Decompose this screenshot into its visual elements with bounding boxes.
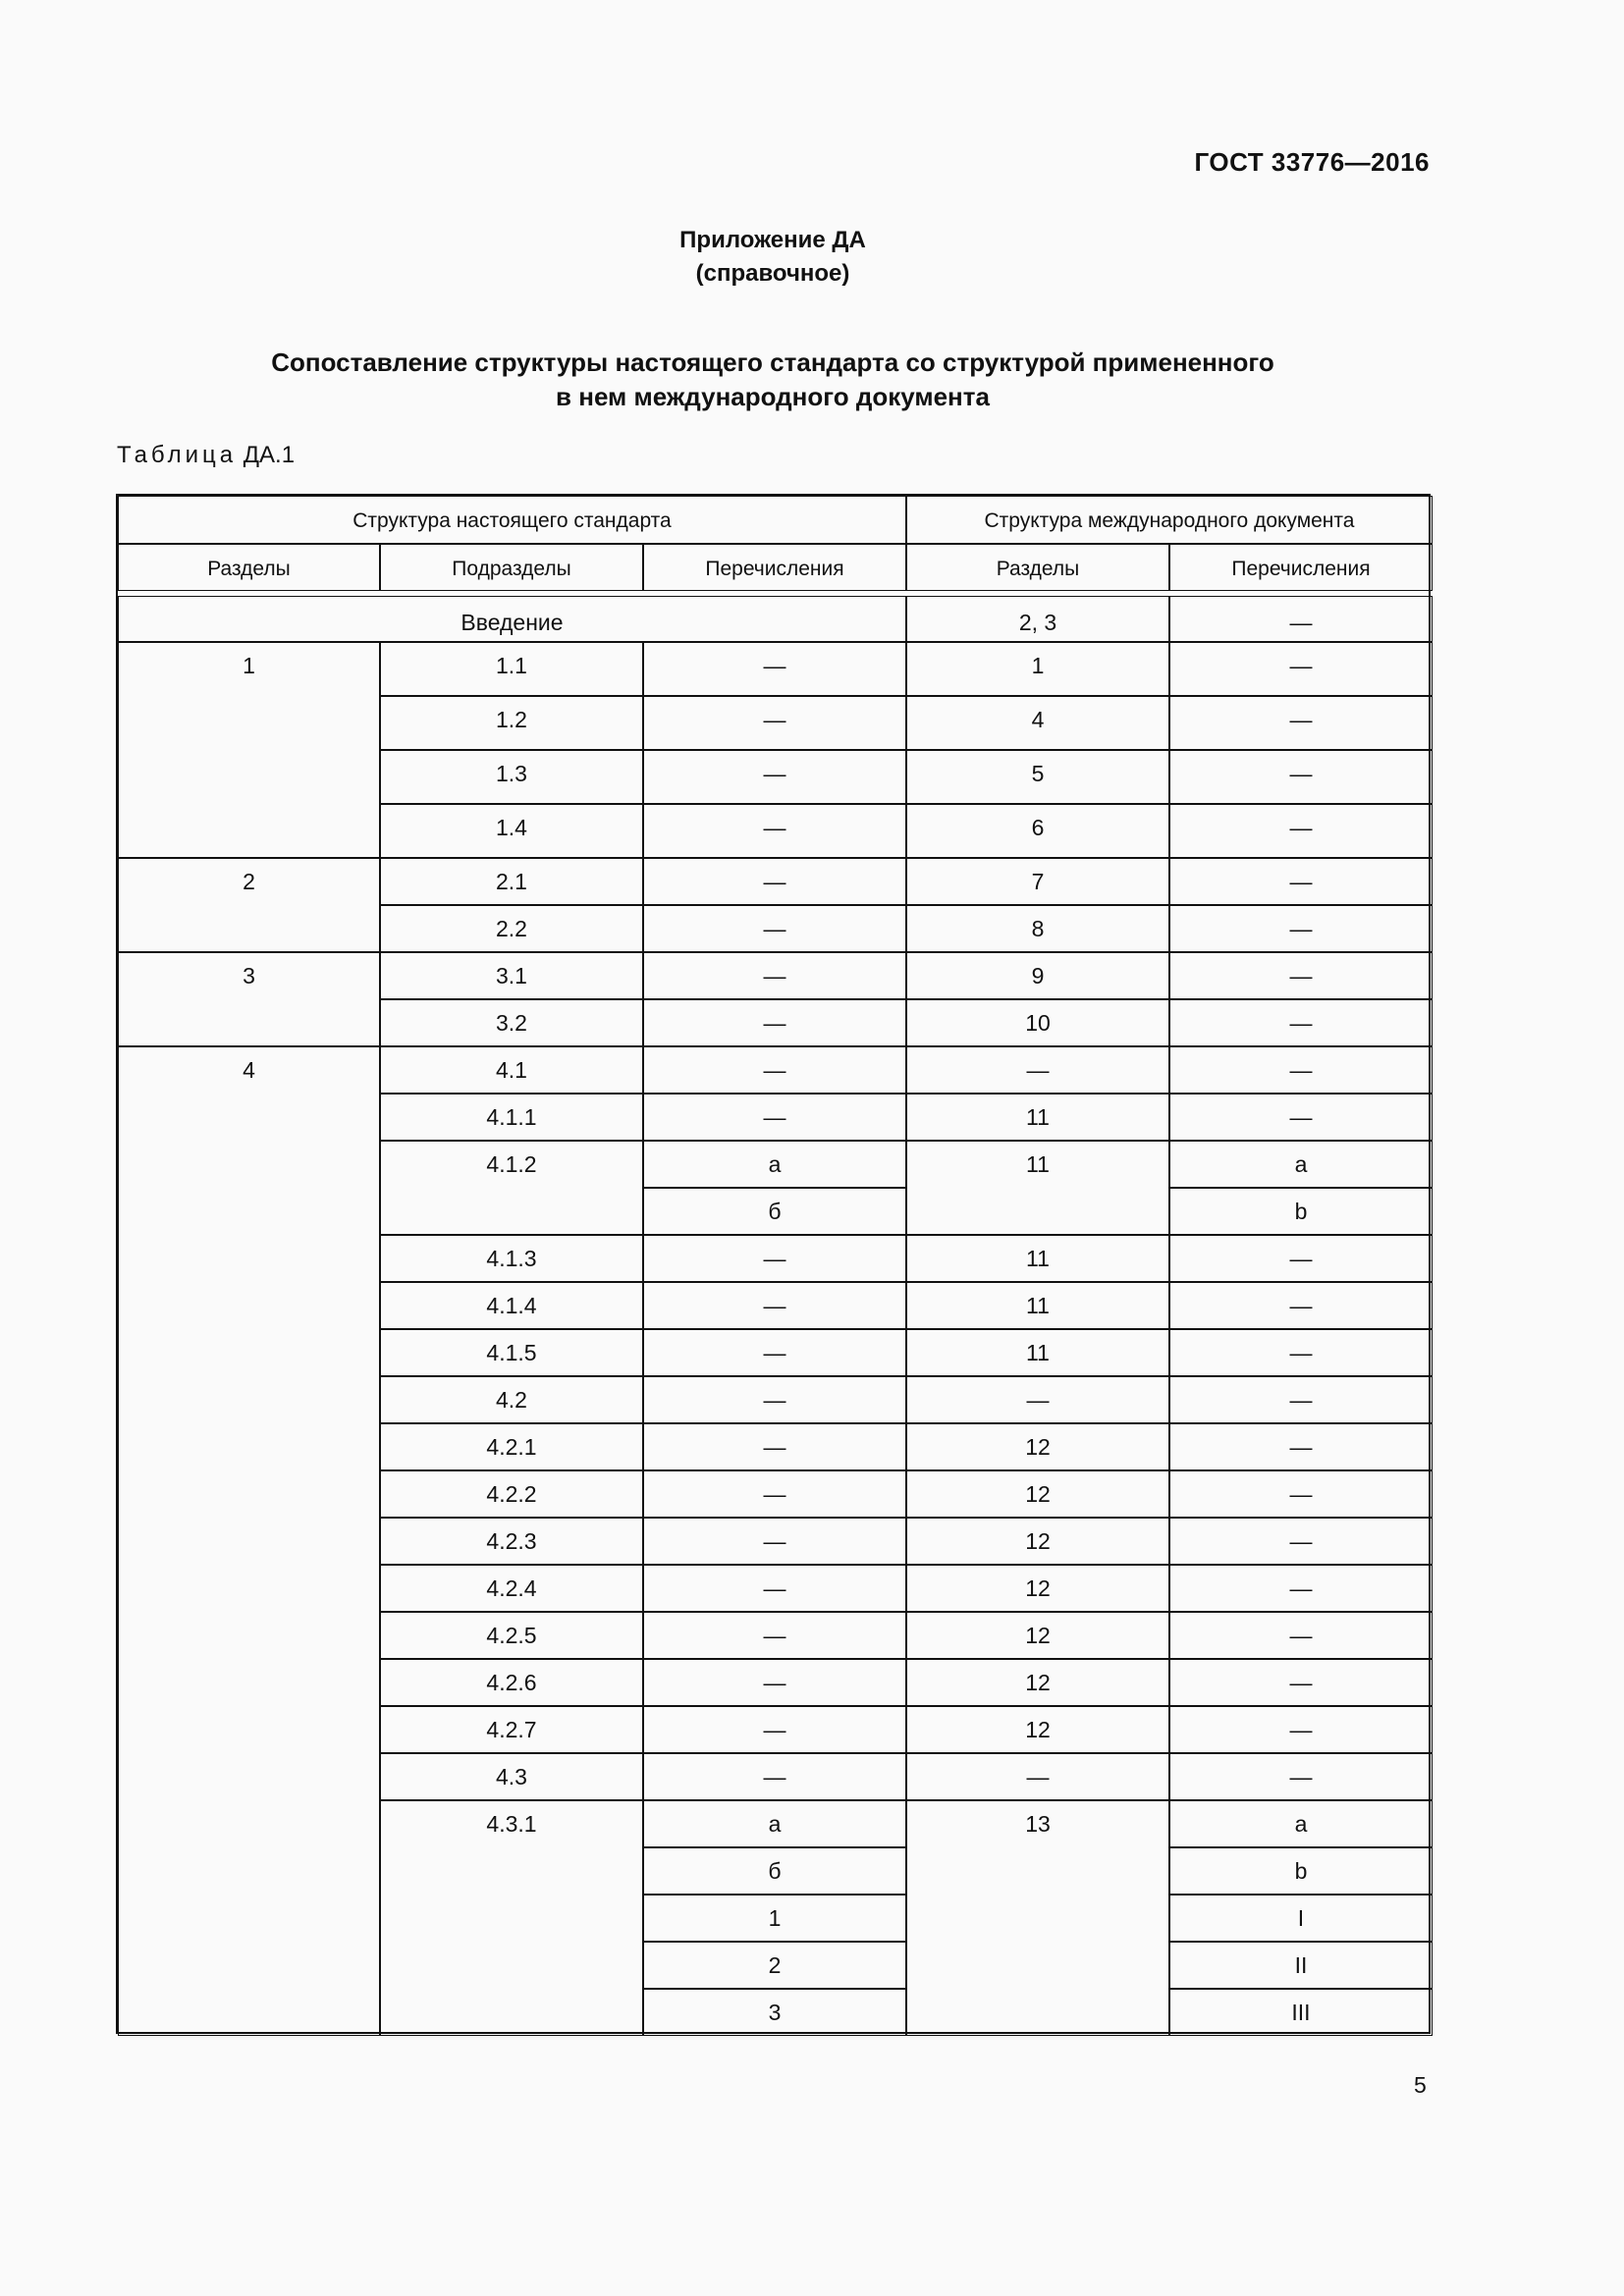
int-enumeration-cell: b [1169, 1847, 1433, 1895]
int-enumeration-cell: b [1169, 1188, 1433, 1235]
document-title-line-1: Сопоставление структуры настоящего стандарта со структурой примененного [271, 347, 1274, 377]
int-section-cell: 12 [906, 1565, 1169, 1612]
enumeration-cell: — [643, 1753, 906, 1800]
subsection-cell: 4.2.3 [380, 1518, 643, 1565]
int-enumeration-cell: — [1169, 750, 1433, 804]
int-enumeration-cell: — [1169, 1518, 1433, 1565]
int-enumeration-cell: — [1169, 1565, 1433, 1612]
subsection-cell: 4.2.1 [380, 1423, 643, 1470]
int-section-cell: 12 [906, 1470, 1169, 1518]
enumeration-cell: — [643, 999, 906, 1046]
table-caption [117, 442, 295, 469]
subsection-cell: 4.2.4 [380, 1565, 643, 1612]
intro-label-cell: Введение [118, 596, 906, 642]
enumeration-cell: — [643, 1470, 906, 1518]
subsection-cell: 1.2 [380, 696, 643, 750]
enumeration-cell: — [643, 1612, 906, 1659]
int-section-cell: 11 [906, 1235, 1169, 1282]
header-group-national: Структура настоящего стандарта [118, 496, 906, 544]
section-cell: 2 [118, 858, 380, 952]
int-enumeration-cell: — [1169, 1235, 1433, 1282]
enumeration-cell: — [643, 696, 906, 750]
int-enumeration-cell: — [1169, 1094, 1433, 1141]
int-enumeration-cell: — [1169, 1282, 1433, 1329]
int-section-cell: 12 [906, 1518, 1169, 1565]
int-section-cell: 11 [906, 1094, 1169, 1141]
section-cell: 1 [118, 642, 380, 858]
int-section-cell: 5 [906, 750, 1169, 804]
enumeration-cell: 3 [643, 1989, 906, 2036]
int-section-cell: — [906, 1753, 1169, 1800]
int-enumeration-cell: — [1169, 804, 1433, 858]
int-enumeration-cell: — [1169, 642, 1433, 696]
header-col-subsections: Подразделы [380, 544, 643, 591]
comparison-table [116, 494, 1431, 2034]
int-section-cell: 1 [906, 642, 1169, 696]
appendix-title: Приложение ДА [679, 227, 866, 253]
int-section-cell: 6 [906, 804, 1169, 858]
enumeration-cell: — [643, 804, 906, 858]
int-enumeration-cell: — [1169, 1470, 1433, 1518]
int-section-cell: 12 [906, 1706, 1169, 1753]
int-section-cell: — [906, 1376, 1169, 1423]
int-enumeration-cell: — [1169, 1376, 1433, 1423]
section-cell: 3 [118, 952, 380, 1046]
int-enumeration-cell: — [1169, 999, 1433, 1046]
enumeration-cell: — [643, 858, 906, 905]
enumeration-cell: — [643, 750, 906, 804]
appendix-subtitle: (справочное) [695, 260, 850, 287]
int-section-cell: 11 [906, 1282, 1169, 1329]
int-section-cell: 7 [906, 858, 1169, 905]
subsection-cell: 3.1 [380, 952, 643, 999]
enumeration-cell: 2 [643, 1942, 906, 1989]
subsection-cell: 4.1.2 [380, 1141, 643, 1235]
int-section-cell: 4 [906, 696, 1169, 750]
int-section-cell: 11 [906, 1329, 1169, 1376]
int-enumeration-cell: — [1169, 1423, 1433, 1470]
section-cell: 4 [118, 1046, 380, 2036]
int-section-cell: 11 [906, 1141, 1169, 1235]
int-section-cell: 12 [906, 1612, 1169, 1659]
int-enumeration-cell: a [1169, 1141, 1433, 1188]
int-section-cell: 8 [906, 905, 1169, 952]
int-enumeration-cell: — [1169, 1046, 1433, 1094]
int-enumeration-cell: — [1169, 1612, 1433, 1659]
enumeration-cell: — [643, 1282, 906, 1329]
enumeration-cell: — [643, 1659, 906, 1706]
int-enumeration-cell: III [1169, 1989, 1433, 2036]
enumeration-cell: а [643, 1141, 906, 1188]
subsection-cell: 4.3 [380, 1753, 643, 1800]
enumeration-cell: а [643, 1800, 906, 1847]
header-col-int-sections: Разделы [906, 544, 1169, 591]
subsection-cell: 4.1.4 [380, 1282, 643, 1329]
int-section-cell: 12 [906, 1659, 1169, 1706]
int-section-cell: 12 [906, 1423, 1169, 1470]
header-group-international: Структура международного документа [906, 496, 1433, 544]
document-title [0, 346, 1545, 414]
int-enumeration-cell: I [1169, 1895, 1433, 1942]
document-title-line-2: в нем международного документа [556, 382, 990, 411]
header-col-enumerations: Перечисления [643, 544, 906, 591]
appendix-heading [0, 224, 1545, 291]
enumeration-cell: — [643, 1376, 906, 1423]
subsection-cell: 4.2.2 [380, 1470, 643, 1518]
int-enumeration-cell: — [1169, 858, 1433, 905]
document-code: ГОСТ 33776—2016 [1194, 147, 1430, 177]
intro-int-sections-cell: 2, 3 [906, 596, 1169, 642]
int-enumeration-cell: — [1169, 1753, 1433, 1800]
int-enumeration-cell: — [1169, 905, 1433, 952]
int-section-cell: 13 [906, 1800, 1169, 2036]
intro-int-enum-cell: — [1169, 596, 1433, 642]
subsection-cell: 4.1 [380, 1046, 643, 1094]
int-enumeration-cell: — [1169, 696, 1433, 750]
table-caption-number: ДА.1 [243, 442, 296, 468]
int-section-cell: 10 [906, 999, 1169, 1046]
enumeration-cell: — [643, 642, 906, 696]
int-enumeration-cell: — [1169, 1659, 1433, 1706]
header-col-sections: Разделы [118, 544, 380, 591]
enumeration-cell: — [643, 905, 906, 952]
enumeration-cell: — [643, 1423, 906, 1470]
int-enumeration-cell: — [1169, 1329, 1433, 1376]
subsection-cell: 4.2.7 [380, 1706, 643, 1753]
subsection-cell: 4.1.3 [380, 1235, 643, 1282]
int-section-cell: 9 [906, 952, 1169, 999]
subsection-cell: 4.1.1 [380, 1094, 643, 1141]
int-enumeration-cell: — [1169, 1706, 1433, 1753]
subsection-cell: 2.2 [380, 905, 643, 952]
subsection-cell: 1.4 [380, 804, 643, 858]
subsection-cell: 2.1 [380, 858, 643, 905]
int-section-cell: — [906, 1046, 1169, 1094]
subsection-cell: 4.3.1 [380, 1800, 643, 2036]
subsection-cell: 1.3 [380, 750, 643, 804]
table-caption-word: Таблица [117, 442, 238, 468]
int-enumeration-cell: a [1169, 1800, 1433, 1847]
enumeration-cell: — [643, 1235, 906, 1282]
enumeration-cell: — [643, 1094, 906, 1141]
subsection-cell: 4.2.6 [380, 1659, 643, 1706]
subsection-cell: 4.2 [380, 1376, 643, 1423]
enumeration-cell: б [643, 1188, 906, 1235]
enumeration-cell: — [643, 1329, 906, 1376]
enumeration-cell: — [643, 1565, 906, 1612]
enumeration-cell: 1 [643, 1895, 906, 1942]
page-number: 5 [1414, 2072, 1427, 2098]
enumeration-cell: — [643, 1046, 906, 1094]
int-enumeration-cell: — [1169, 952, 1433, 999]
enumeration-cell: — [643, 952, 906, 999]
enumeration-cell: — [643, 1706, 906, 1753]
subsection-cell: 1.1 [380, 642, 643, 696]
header-col-int-enumerations: Перечисления [1169, 544, 1433, 591]
int-enumeration-cell: II [1169, 1942, 1433, 1989]
subsection-cell: 4.1.5 [380, 1329, 643, 1376]
subsection-cell: 4.2.5 [380, 1612, 643, 1659]
enumeration-cell: — [643, 1518, 906, 1565]
enumeration-cell: б [643, 1847, 906, 1895]
subsection-cell: 3.2 [380, 999, 643, 1046]
